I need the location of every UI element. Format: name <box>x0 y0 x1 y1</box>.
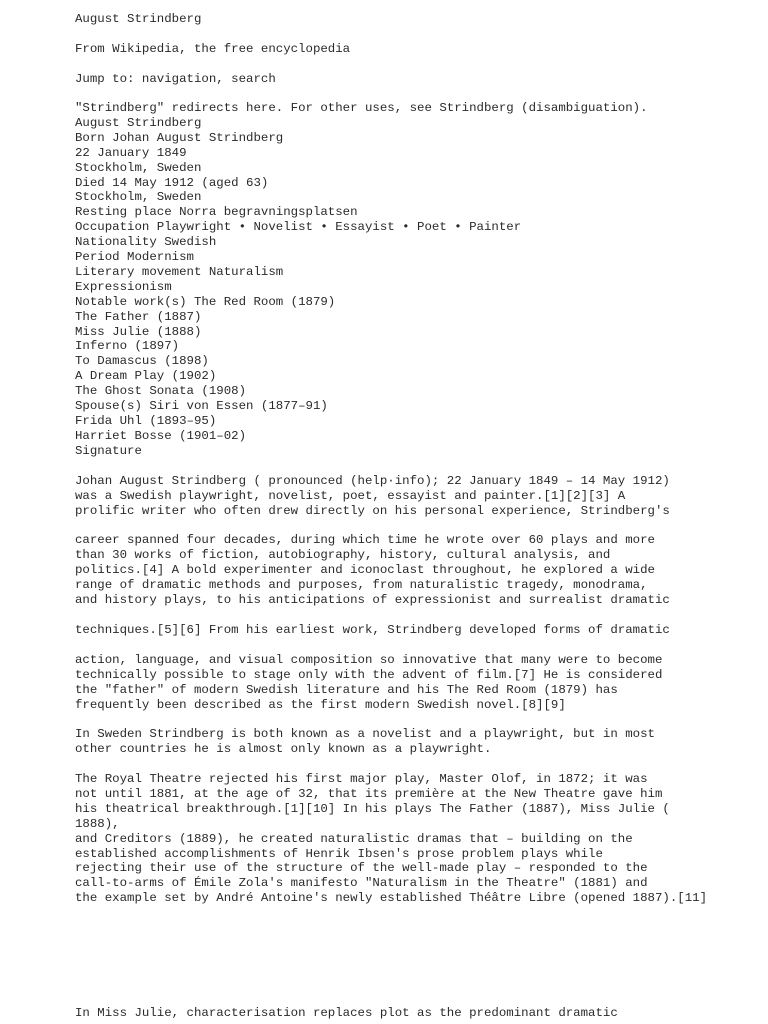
paragraph-line: In Sweden Strindberg is both known as a novelist and a playwright, but in most <box>75 727 655 741</box>
infobox-row: Miss Julie (1888) <box>75 324 202 339</box>
infobox-row: The Ghost Sonata (1908) <box>75 384 247 399</box>
paragraph-line: Johan August Strindberg ( pronounced (help·info); 22 January 1849 – 14 May 1912) <box>75 474 670 488</box>
paragraph-line: his theatrical breakthrough.[1][10] In his plays The Father (1887), Miss Julie ( <box>75 801 670 816</box>
infobox-row: Expressionism <box>75 279 172 294</box>
infobox-row: Stockholm, Sweden <box>75 160 202 175</box>
infobox-row: Period Modernism <box>75 250 194 264</box>
jump-to-links[interactable]: Jump to: navigation, search <box>75 72 276 86</box>
infobox-row: Signature <box>75 443 142 458</box>
paragraph-line: established accomplishments of Henrik Ibsen's prose problem plays while <box>75 846 603 861</box>
infobox-row: Born Johan August Strindberg <box>75 130 284 145</box>
paragraph-line: was a Swedish playwright, novelist, poet, essayist and painter.[1][2][3] A <box>75 488 626 503</box>
infobox-row: Literary movement Naturalism <box>75 264 284 279</box>
infobox-row: Frida Uhl (1893–95) <box>75 413 217 428</box>
paragraph-line: techniques.[5][6] From his earliest work, Strindberg developed forms of dramatic <box>75 623 670 637</box>
infobox-row: To Damascus (1898) <box>75 354 209 369</box>
infobox-row: A Dream Play (1902) <box>75 369 217 384</box>
infobox-row: Spouse(s) Siri von Essen (1877–91) <box>75 399 328 413</box>
paragraph-line: 1888), <box>75 816 120 831</box>
infobox-row: Occupation Playwright • Novelist • Essayist • Poet • Painter <box>75 220 522 235</box>
hatnote[interactable]: "Strindberg" redirects here. For other uses, see Strindberg (disambiguation). <box>75 101 648 115</box>
infobox-row: 22 January 1849 <box>75 145 187 160</box>
paragraph-line: and history plays, to his anticipations of expressionist and surrealist dramatic <box>75 592 670 607</box>
paragraph-line: range of dramatic methods and purposes, from naturalistic tragedy, monodrama, <box>75 577 648 592</box>
infobox-row: Inferno (1897) <box>75 339 180 354</box>
page-title: August Strindberg <box>75 12 202 26</box>
infobox-row: Nationality Swedish <box>75 235 217 250</box>
infobox-row: Died 14 May 1912 (aged 63) <box>75 175 269 190</box>
paragraph-line: The Royal Theatre rejected his first major play, Master Olof, in 1872; it was <box>75 772 648 786</box>
paragraph-line: call-to-arms of Émile Zola's manifesto "Naturalism in the Theatre" (1881) and <box>75 876 648 891</box>
paragraph-line: career spanned four decades, during which time he wrote over 60 plays and more <box>75 533 655 547</box>
paragraph-line: technically possible to stage only with the advent of film.[7] He is considered <box>75 667 663 682</box>
paragraph-line: frequently been described as the first modern Swedish novel.[8][9] <box>75 697 566 712</box>
paragraph-line: politics.[4] A bold experimenter and iconoclast throughout, he explored a wide <box>75 562 655 577</box>
infobox-row: Stockholm, Sweden <box>75 190 202 205</box>
paragraph-line: rejecting their use of the structure of the well-made play – responded to the <box>75 861 648 876</box>
paragraph-line: prolific writer who often drew directly on his personal experience, Strindberg's <box>75 503 670 518</box>
paragraph-line: and Creditors (1889), he created naturalistic dramas that – building on the <box>75 831 633 846</box>
paragraph-line: In Miss Julie, characterisation replaces plot as the predominant dramatic <box>75 1006 618 1020</box>
paragraph-line: the example set by André Antoine's newly established Théâtre Libre (opened 1887).[11] <box>75 891 708 906</box>
paragraph-line: action, language, and visual composition so innovative that many were to become <box>75 653 663 667</box>
infobox-row: August Strindberg <box>75 115 202 130</box>
infobox-row: The Father (1887) <box>75 309 202 324</box>
infobox-row: Resting place Norra begravningsplatsen <box>75 205 358 220</box>
paragraph-line: not until 1881, at the age of 32, that its première at the New Theatre gave him <box>75 786 663 801</box>
page-subtitle: From Wikipedia, the free encyclopedia <box>75 42 351 56</box>
infobox-row: Harriet Bosse (1901–02) <box>75 428 247 443</box>
paragraph-line: the "father" of modern Swedish literature and his The Red Room (1879) has <box>75 682 618 697</box>
paragraph-line: other countries he is almost only known as a playwright. <box>75 741 492 756</box>
infobox-row: Notable work(s) The Red Room (1879) <box>75 294 336 309</box>
paragraph-line: than 30 works of fiction, autobiography, history, cultural analysis, and <box>75 547 611 562</box>
